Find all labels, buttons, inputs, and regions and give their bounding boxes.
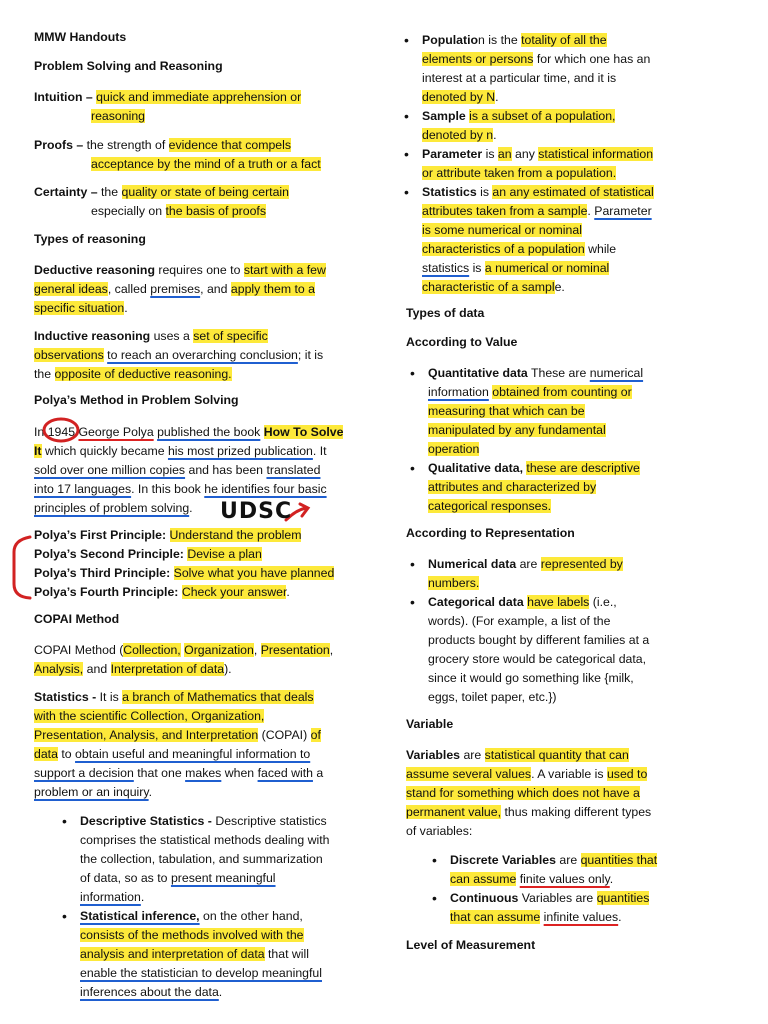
types-reasoning-heading: Types of reasoning	[34, 232, 146, 246]
level-of-measurement-heading: Level of Measurement	[406, 938, 536, 952]
numerical-item: • Numerical data are represented by numbers.	[406, 555, 706, 593]
statistics-item: • Statistics is an any estimated of statistical attributes taken from a sample. Parameter is some numerical or nominal characteristics of a population while statistics is a numerical or nominal characteristic of a sample.	[400, 183, 700, 297]
copai-heading: COPAI Method	[34, 612, 120, 626]
principle-2: Polya’s Second Principle: Devise a plan	[34, 547, 262, 561]
inductive-reasoning: Inductive reasoning uses a set of specific observations to reach an overarching conclusion; it is the opposite of deductive reasoning.	[34, 329, 324, 381]
value-types	[406, 364, 706, 516]
doc-title: MMW Handouts	[34, 30, 127, 44]
qualitative-item: • Qualitative data, these are descriptive attributes and characterized by categorical responses.	[406, 459, 706, 516]
population-item: • Population is the totality of all the elements or persons for which one has an interest at a particular time, and it is denoted by N.	[400, 31, 700, 107]
sample-item: • Sample is a subset of a population, denoted by n.	[400, 107, 700, 145]
udsc-annotation: UDSC	[220, 499, 293, 524]
according-to-representation-heading: According to Representation	[406, 526, 575, 540]
statistics-def: Statistics - It is a branch of Mathematics that deals with the scientific Collection, Organization, Presentation, Analysis, and Interpretation (COPAI) of data to obtain useful and meaningful information to support a decision that one makes when faced with a problem or an inquiry.	[34, 690, 324, 799]
year-1945: 1945	[47, 425, 76, 439]
polya-heading: Polya’s Method in Problem Solving	[34, 393, 239, 407]
according-to-value-heading: According to Value	[406, 335, 518, 349]
continuous-item: • Continuous Variables are quantities that can assume infinite values.	[428, 889, 718, 927]
variable-types	[428, 851, 718, 927]
representation-types	[406, 555, 706, 707]
principle-4: Polya’s Fourth Principle: Check your answer.	[34, 585, 290, 599]
population-terms	[400, 31, 700, 297]
variables-def: Variables are statistical quantity that can assume several values. A variable is used to stand for something which does not have a permanent value, thus making different types of variables:	[406, 748, 652, 838]
categorical-item: • Categorical data have labels (i.e., words). (For example, a list of the products bought by different families at a grocery store would be categorical data, since it would go something like {milk, eggs, toilet paper, etc.})	[406, 593, 706, 707]
intuition-def: Intuition – quick and immediate apprehension or reasoning	[34, 90, 302, 123]
copai-method: COPAI Method (Collection, Organization, Presentation, Analysis, and Interpretation of data).	[34, 643, 334, 676]
parameter-item: • Parameter is an any statistical information or attribute taken from a population.	[400, 145, 700, 183]
types-of-data-heading: Types of data	[406, 306, 485, 320]
red-circle-annotation	[44, 419, 78, 441]
statistical-inference: • Statistical inference, on the other hand, consists of the methods involved with the analysis and interpretation of data that will enable the statistician to develop meaningful inferences about the data.	[58, 907, 368, 1002]
quantitative-item: • Quantitative data These are numerical information obtained from counting or measuring that which can be manipulated by any fundamental operation	[406, 364, 706, 459]
deductive-reasoning: Deductive reasoning requires one to start with a few general ideas, called premises, and apply them to a specific situation.	[34, 263, 326, 315]
certainty-def: Certainty – the quality or state of being certain especially on the basis of proofs	[34, 185, 289, 218]
variable-heading: Variable	[406, 717, 454, 731]
proofs-def: Proofs – the strength of evidence that compels acceptance by the mind of a truth or a fact	[34, 138, 321, 171]
polya-paragraph: In 1945 George Polya published the book How To Solve It which quickly became his most prized publication. It sold over one million copies and has been translated into 17 languages. In this book he identifies four basic principles of problem solving.	[34, 425, 344, 515]
descriptive-statistics: • Descriptive Statistics - Descriptive statistics comprises the statistical methods dealing with the collection, tabulation, and summarization of data, so as to present meaningful information.	[58, 812, 368, 907]
red-bracket-annotation	[14, 537, 30, 598]
principle-1: Polya’s First Principle: Understand the problem	[34, 528, 302, 542]
section-title: Problem Solving and Reasoning	[34, 59, 223, 73]
discrete-item: • Discrete Variables are quantities that can assume finite values only.	[428, 851, 718, 889]
principle-3: Polya’s Third Principle: Solve what you have planned	[34, 566, 335, 580]
